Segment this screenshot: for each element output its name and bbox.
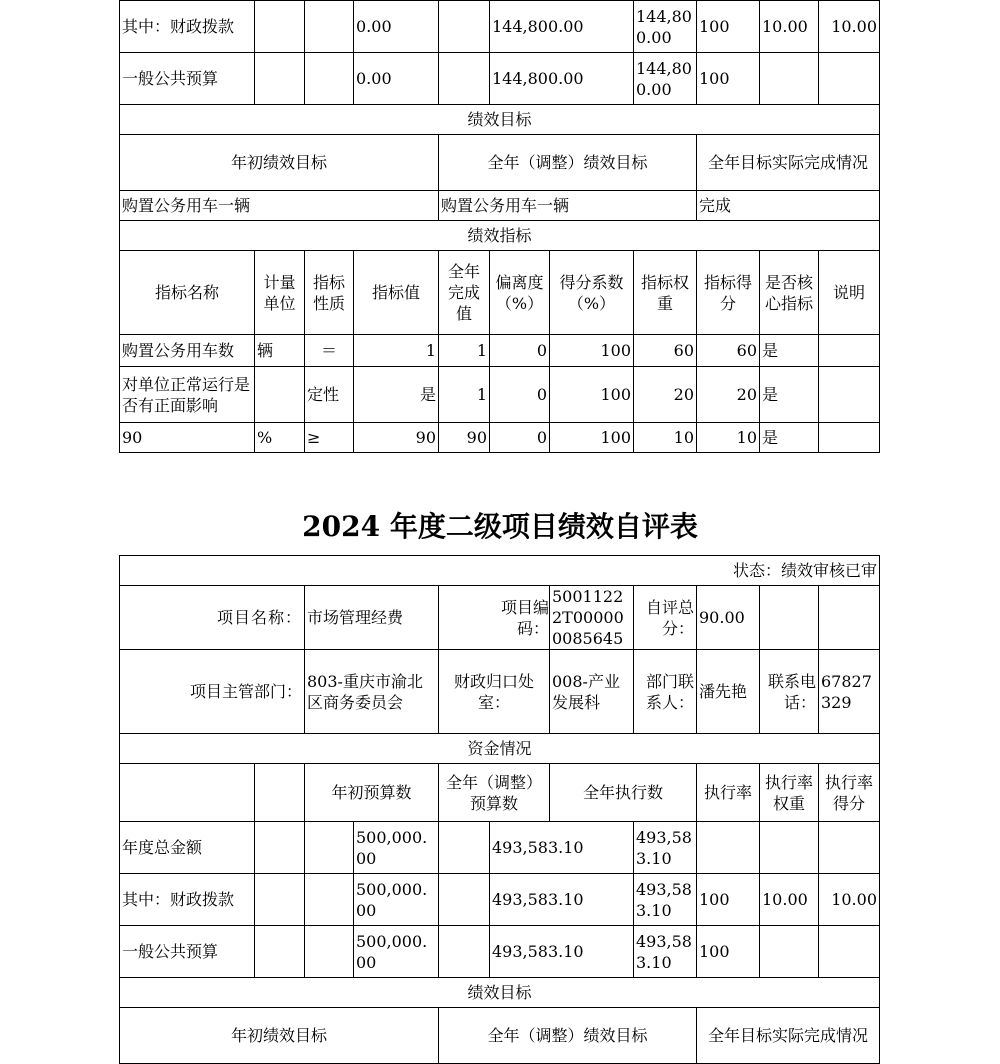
goal-header-adjusted: 全年（调整）绩效目标 (439, 1008, 697, 1064)
fin-office: 008-产业发展科 (550, 650, 634, 734)
ind-header-unit: 计量单位 (255, 251, 305, 335)
performance-table-1 (119, 0, 880, 453)
ind-complete: 1 (439, 367, 490, 423)
budget-adjusted: 493,583.10 (490, 874, 634, 926)
goal-header-actual: 全年目标实际完成情况 (697, 1008, 880, 1064)
section-header-row (120, 734, 880, 764)
exec-rate: 100 (697, 1, 760, 53)
goal-header-initial: 年初绩效目标 (120, 135, 439, 191)
ind-header-weight: 指标权重 (634, 251, 697, 335)
exec-weight (760, 822, 819, 874)
ind-note (819, 367, 880, 423)
goal-actual: 完成 (697, 191, 880, 221)
budget-initial: 500,000.00 (354, 822, 439, 874)
ind-score: 20 (697, 367, 760, 423)
dept: 803-重庆市渝北区商务委员会 (305, 650, 439, 734)
section-header-row (120, 978, 880, 1008)
exec-rate: 100 (697, 53, 760, 105)
goal-header-actual: 全年目标实际完成情况 (697, 135, 880, 191)
fund-header-initial: 年初预算数 (305, 764, 439, 822)
budget-initial: 0.00 (354, 1, 439, 53)
contact-label: 部门联系人： (634, 650, 697, 734)
ind-header-score: 指标得分 (697, 251, 760, 335)
budget-executed: 493,583.10 (634, 822, 697, 874)
ind-header-complete: 全年完成值 (439, 251, 490, 335)
ind-deviation: 0 (490, 367, 550, 423)
fund-name: 一般公共预算 (120, 53, 255, 105)
exec-score (819, 926, 880, 978)
fund-name: 年度总金额 (120, 822, 255, 874)
fund-header-row (120, 764, 880, 822)
goal-header-row (120, 135, 880, 191)
status-row (120, 556, 880, 586)
performance-table-2 (119, 555, 880, 1064)
fund-name: 其中：财政拨款 (120, 1, 255, 53)
ind-header-value: 指标值 (354, 251, 439, 335)
ind-core: 是 (760, 335, 819, 367)
exec-score (819, 822, 880, 874)
table-row (120, 53, 880, 105)
phone: 67827329 (819, 650, 880, 734)
page-title: 2024 年度二级项目绩效自评表 (302, 510, 698, 543)
ind-value: 1 (354, 335, 439, 367)
budget-adjusted: 493,583.10 (490, 822, 634, 874)
ind-core: 是 (760, 423, 819, 453)
goal-header-row (120, 1008, 880, 1064)
fund-name: 一般公共预算 (120, 926, 255, 978)
ind-header-name: 指标名称 (120, 251, 255, 335)
ind-score: 60 (697, 335, 760, 367)
ind-name: 购置公务用车数 (120, 335, 255, 367)
exec-score: 10.00 (819, 874, 880, 926)
ind-deviation: 0 (490, 335, 550, 367)
ind-deviation: 0 (490, 423, 550, 453)
fund-header-adjusted: 全年（调整）预算数 (439, 764, 550, 822)
budget-executed: 493,583.10 (634, 874, 697, 926)
ind-coef: 100 (550, 367, 634, 423)
goal-initial: 购置公务用车一辆 (120, 191, 439, 221)
ind-header-core: 是否核心指标 (760, 251, 819, 335)
table-row (120, 1, 880, 53)
goals-section-title: 绩效目标 (120, 978, 880, 1008)
budget-adjusted: 493,583.10 (490, 926, 634, 978)
ind-weight: 10 (634, 423, 697, 453)
exec-weight: 10.00 (760, 1, 819, 53)
goal-header-adjusted: 全年（调整）绩效目标 (439, 135, 697, 191)
ind-unit: % (255, 423, 305, 453)
exec-score: 10.00 (819, 1, 880, 53)
goals-section-title: 绩效目标 (120, 105, 880, 135)
project-info-row (120, 586, 880, 650)
budget-executed: 493,583.10 (634, 926, 697, 978)
exec-weight (760, 926, 819, 978)
ind-core: 是 (760, 367, 819, 423)
status-text: 状态：绩效审核已审 (120, 556, 880, 586)
ind-note (819, 335, 880, 367)
exec-rate: 100 (697, 926, 760, 978)
fin-office-label: 财政归口处室： (439, 650, 550, 734)
ind-value: 是 (354, 367, 439, 423)
ind-weight: 20 (634, 367, 697, 423)
fund-header-weight: 执行率权重 (760, 764, 819, 822)
goal-adjusted: 购置公务用车一辆 (439, 191, 697, 221)
ind-nature: ＝ (305, 335, 354, 367)
indicator-header-row (120, 251, 880, 335)
ind-name: 对单位正常运行是否有正面影响 (120, 367, 255, 423)
ind-complete: 1 (439, 335, 490, 367)
budget-adjusted: 144,800.00 (490, 1, 634, 53)
ind-complete: 90 (439, 423, 490, 453)
section-header-row (120, 221, 880, 251)
goal-header-initial: 年初绩效目标 (120, 1008, 439, 1064)
indicator-row (120, 335, 880, 367)
ind-value: 90 (354, 423, 439, 453)
ind-header-nature: 指标性质 (305, 251, 354, 335)
ind-unit (255, 367, 305, 423)
fund-header-score: 执行率得分 (819, 764, 880, 822)
indicator-row (120, 367, 880, 423)
ind-header-deviation: 偏离度（%） (490, 251, 550, 335)
project-name-label: 项目名称： (120, 586, 305, 650)
dept-label: 项目主管部门： (120, 650, 305, 734)
exec-weight: 10.00 (760, 874, 819, 926)
funds-section-title: 资金情况 (120, 734, 880, 764)
ind-nature: 定性 (305, 367, 354, 423)
exec-rate (697, 822, 760, 874)
section-header-row (120, 105, 880, 135)
fund-header-executed: 全年执行数 (550, 764, 697, 822)
ind-header-note: 说明 (819, 251, 880, 335)
budget-executed: 144,800.00 (634, 1, 697, 53)
self-score: 90.00 (697, 586, 760, 650)
budget-executed: 144,800.00 (634, 53, 697, 105)
budget-initial: 500,000.00 (354, 874, 439, 926)
ind-score: 10 (697, 423, 760, 453)
ind-coef: 100 (550, 335, 634, 367)
exec-score (819, 53, 880, 105)
project-name: 市场管理经费 (305, 586, 439, 650)
ind-header-coef: 得分系数（%） (550, 251, 634, 335)
goal-value-row (120, 191, 880, 221)
fund-header-rate: 执行率 (697, 764, 760, 822)
budget-initial: 500,000.00 (354, 926, 439, 978)
ind-nature: ≥ (305, 423, 354, 453)
project-info-row (120, 650, 880, 734)
ind-weight: 60 (634, 335, 697, 367)
phone-label: 联系电话： (760, 650, 819, 734)
indicators-section-title: 绩效指标 (120, 221, 880, 251)
ind-unit: 辆 (255, 335, 305, 367)
fund-row (120, 822, 880, 874)
exec-weight (760, 53, 819, 105)
project-code: 50011222T000000085645 (550, 586, 634, 650)
indicator-row (120, 423, 880, 453)
project-code-label: 项目编码： (500, 597, 549, 638)
ind-coef: 100 (550, 423, 634, 453)
contact: 潘先艳 (697, 650, 760, 734)
budget-initial: 0.00 (354, 53, 439, 105)
exec-rate: 100 (697, 874, 760, 926)
ind-name: 90 (120, 423, 255, 453)
fund-name: 其中：财政拨款 (120, 874, 255, 926)
self-score-label: 自评总分： (634, 586, 697, 650)
ind-note (819, 423, 880, 453)
fund-row (120, 926, 880, 978)
budget-adjusted: 144,800.00 (490, 53, 634, 105)
fund-row (120, 874, 880, 926)
